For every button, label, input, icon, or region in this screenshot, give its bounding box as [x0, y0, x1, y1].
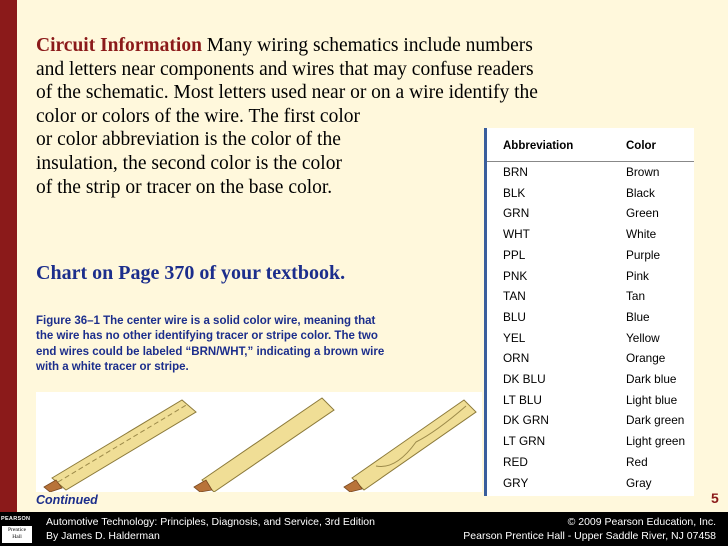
color-cell: Black [626, 185, 655, 200]
abbr-cell: BRN [503, 165, 528, 179]
caption-line-1: Figure 36–1 The center wire is a solid color wire, meaning that [36, 315, 376, 327]
table-row [487, 452, 694, 473]
wire-center [194, 398, 334, 492]
chart-reference: Chart on Page 370 of your textbook. [36, 262, 346, 284]
logo-hall-text: Hall [12, 534, 22, 540]
color-cell: Dark blue [626, 372, 677, 386]
abbr-cell: LT BLU [503, 392, 542, 407]
color-cell: Light green [626, 434, 686, 449]
left-accent-bar [0, 0, 17, 512]
intro-line-1: Circuit Information Many wiring schematics include numbers [36, 35, 533, 56]
color-cell: Yellow [626, 330, 660, 345]
caption-line-3: end wires could be labeled “BRN/WHT,” indicating a brown wire [36, 345, 385, 358]
footer-book-title: Automotive Technology: Principles, Diagnosis, and Service, 3rd Edition [46, 516, 375, 528]
color-cell: Red [626, 454, 648, 469]
abbr-cell: RED [503, 454, 528, 469]
table-row [487, 266, 694, 287]
color-cell: Brown [626, 165, 660, 179]
color-cell: White [626, 227, 657, 242]
intro-line-6: insulation, the second color is the color [36, 152, 342, 174]
logo-pearson-text: PEARSON [1, 516, 31, 522]
color-cell: Purple [626, 247, 661, 262]
header-abbreviation: Abbreviation [503, 140, 574, 152]
table-row [487, 390, 694, 411]
page-number: 5 [711, 490, 719, 506]
abbr-cell: WHT [503, 227, 530, 242]
abbr-cell: ORN [503, 351, 530, 366]
color-cell: Blue [626, 309, 650, 324]
intro-line-3: of the schematic. Most letters used near or on a wire identify the [36, 82, 538, 104]
table-row [487, 431, 694, 452]
wires-svg [36, 392, 482, 492]
color-cell: Light blue [626, 392, 678, 407]
continued-label: Continued [36, 493, 98, 507]
circuit-information-heading: Circuit Information [36, 35, 202, 56]
pearson-prentice-hall-logo [0, 512, 36, 546]
caption-line-4: with a white tracer or stripe. [36, 360, 189, 373]
abbr-cell: TAN [503, 289, 526, 304]
table-row [487, 473, 694, 494]
abbr-cell: GRY [503, 475, 529, 490]
wire-illustration [36, 392, 482, 492]
intro-line-2: and letters near components and wires that may confuse readers [36, 58, 534, 80]
table-row [487, 328, 694, 349]
footer-publisher-line: Pearson Prentice Hall - Upper Saddle River, NJ 07458 [463, 530, 716, 542]
abbr-cell: DK BLU [503, 372, 546, 386]
footer-author: By James D. Halderman [46, 530, 160, 542]
intro-line-4: color or colors of the wire. The first color [36, 105, 360, 127]
table-row [487, 183, 694, 204]
intro-line-5: or color abbreviation is the color of the [36, 129, 341, 151]
logo-prentice-hall-box [2, 526, 32, 543]
table-row [487, 245, 694, 266]
color-cell: Tan [626, 289, 646, 304]
table-row [487, 307, 694, 328]
color-abbreviation-table [484, 128, 694, 496]
color-cell: Gray [626, 475, 652, 490]
table-row [487, 224, 694, 245]
wire-left [44, 400, 196, 492]
footer-book-info [46, 515, 375, 543]
abbr-cell: GRN [503, 206, 530, 221]
footer-copyright-line: © 2009 Pearson Education, Inc. [567, 516, 716, 528]
logo-prentice-text: Prentice [7, 527, 27, 533]
table-row [487, 348, 694, 369]
footer-bar [0, 512, 728, 546]
table-row [487, 286, 694, 307]
figure-caption [36, 314, 476, 375]
header-color: Color [626, 140, 657, 152]
color-cell: Dark green [626, 413, 685, 428]
table-header [487, 128, 694, 162]
abbr-cell: BLK [503, 185, 526, 200]
color-cell: Orange [626, 351, 666, 366]
table-row [487, 162, 694, 183]
abbr-cell: PNK [503, 268, 528, 283]
abbr-cell: YEL [503, 330, 526, 345]
table-row [487, 410, 694, 431]
abbr-cell: PPL [503, 247, 526, 262]
table-row [487, 369, 694, 390]
abbr-cell: BLU [503, 309, 526, 324]
color-cell: Green [626, 206, 659, 221]
intro-line-7: of the strip or tracer on the base color. [36, 176, 333, 198]
footer-copyright [463, 515, 716, 543]
abbr-cell: LT GRN [503, 434, 546, 449]
caption-line-2: the wire has no other identifying tracer or stripe color. The two [36, 330, 378, 343]
table-row [487, 203, 694, 224]
wire-right [344, 400, 476, 492]
abbr-cell: DK GRN [503, 413, 549, 428]
color-cell: Pink [626, 268, 649, 283]
